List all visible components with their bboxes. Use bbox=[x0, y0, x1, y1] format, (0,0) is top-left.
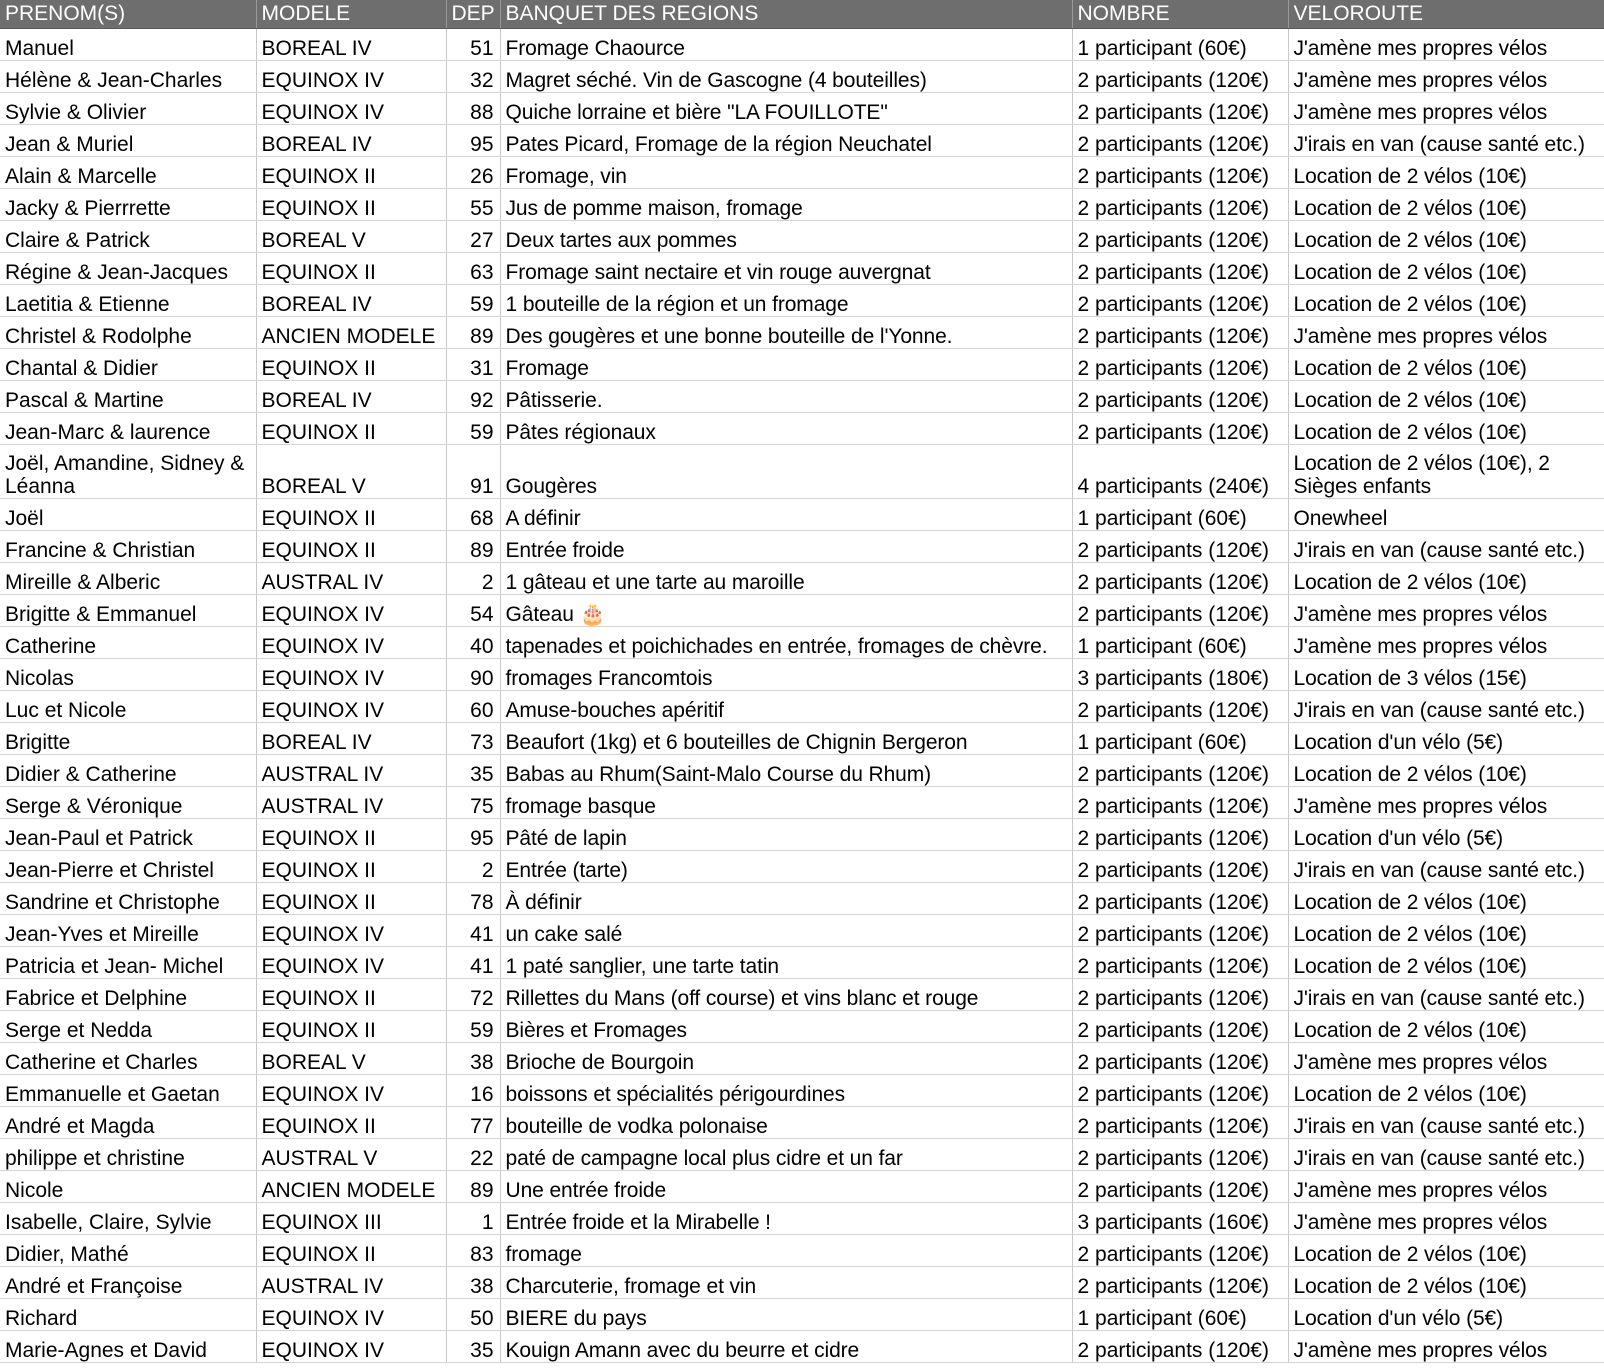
cell-prenoms[interactable]: Mireille & Alberic bbox=[0, 563, 256, 595]
cell-dep[interactable]: 90 bbox=[446, 659, 500, 691]
cell-nombre[interactable]: 2 participants (120€) bbox=[1072, 915, 1288, 947]
table-row bbox=[0, 819, 1604, 851]
cell-nombre[interactable]: 2 participants (120€) bbox=[1072, 253, 1288, 285]
cell-prenoms[interactable]: Hélène & Jean-Charles bbox=[0, 61, 256, 93]
cell-banquet[interactable]: Rillettes du Mans (off course) et vins blanc et rouge bbox=[500, 979, 1072, 1011]
cell-dep[interactable]: 40 bbox=[446, 627, 500, 659]
header-veloroute[interactable]: VELOROUTE bbox=[1288, 0, 1604, 29]
cell-nombre[interactable]: 1 participant (60€) bbox=[1072, 499, 1288, 531]
cell-nombre[interactable]: 2 participants (120€) bbox=[1072, 1331, 1288, 1363]
cell-dep[interactable]: 75 bbox=[446, 787, 500, 819]
cell-modele[interactable]: BOREAL IV bbox=[256, 723, 446, 755]
cell-nombre[interactable]: 1 participant (60€) bbox=[1072, 29, 1288, 61]
cell-dep[interactable]: 35 bbox=[446, 1331, 500, 1363]
cell-modele[interactable]: BOREAL IV bbox=[256, 125, 446, 157]
cell-banquet[interactable]: Deux tartes aux pommes bbox=[500, 221, 1072, 253]
cell-veloroute[interactable]: J'amène mes propres vélos bbox=[1288, 93, 1604, 125]
cell-nombre[interactable]: 4 participants (240€) bbox=[1072, 445, 1288, 499]
cell-veloroute[interactable]: J'irais en van (cause santé etc.) bbox=[1288, 1139, 1604, 1171]
cell-veloroute[interactable]: J'amène mes propres vélos bbox=[1288, 595, 1604, 627]
table-row bbox=[0, 755, 1604, 787]
cell-nombre[interactable]: 2 participants (120€) bbox=[1072, 285, 1288, 317]
table-row bbox=[0, 413, 1604, 445]
cell-veloroute[interactable]: Location de 2 vélos (10€) bbox=[1288, 883, 1604, 915]
cell-modele[interactable]: EQUINOX IV bbox=[256, 595, 446, 627]
table-row bbox=[0, 595, 1604, 627]
cell-nombre[interactable]: 2 participants (120€) bbox=[1072, 1235, 1288, 1267]
cell-banquet[interactable]: fromages Francomtois bbox=[500, 659, 1072, 691]
cell-veloroute[interactable]: Location de 2 vélos (10€) bbox=[1288, 755, 1604, 787]
cell-banquet[interactable]: Quiche lorraine et bière "LA FOUILLOTE" bbox=[500, 93, 1072, 125]
table-row bbox=[0, 61, 1604, 93]
cell-dep[interactable]: 41 bbox=[446, 915, 500, 947]
cell-prenoms[interactable]: Nicole bbox=[0, 1171, 256, 1203]
table-row bbox=[0, 285, 1604, 317]
cell-dep[interactable]: 60 bbox=[446, 691, 500, 723]
cell-veloroute[interactable]: Location de 2 vélos (10€) bbox=[1288, 157, 1604, 189]
cell-banquet[interactable]: Fromage, vin bbox=[500, 157, 1072, 189]
cell-nombre[interactable]: 1 participant (60€) bbox=[1072, 723, 1288, 755]
table-row bbox=[0, 1267, 1604, 1299]
cell-dep[interactable]: 38 bbox=[446, 1267, 500, 1299]
cell-banquet[interactable]: fromage bbox=[500, 1235, 1072, 1267]
cell-dep[interactable]: 51 bbox=[446, 29, 500, 61]
cell-modele[interactable]: EQUINOX IV bbox=[256, 659, 446, 691]
cell-banquet[interactable]: Fromage bbox=[500, 349, 1072, 381]
cell-prenoms[interactable]: Claire & Patrick bbox=[0, 221, 256, 253]
cell-nombre[interactable]: 2 participants (120€) bbox=[1072, 1011, 1288, 1043]
cell-veloroute[interactable]: J'amène mes propres vélos bbox=[1288, 1331, 1604, 1363]
cell-prenoms[interactable]: Joël, Amandine, Sidney & Léanna bbox=[0, 445, 256, 499]
cell-dep[interactable]: 59 bbox=[446, 285, 500, 317]
table-row bbox=[0, 253, 1604, 285]
cell-veloroute[interactable]: J'irais en van (cause santé etc.) bbox=[1288, 979, 1604, 1011]
cell-dep[interactable]: 83 bbox=[446, 1235, 500, 1267]
table-row bbox=[0, 627, 1604, 659]
table-row bbox=[0, 531, 1604, 563]
cell-banquet[interactable]: Jus de pomme maison, fromage bbox=[500, 189, 1072, 221]
cell-dep[interactable]: 78 bbox=[446, 883, 500, 915]
header-row bbox=[0, 0, 1604, 29]
cell-modele[interactable]: EQUINOX IV bbox=[256, 627, 446, 659]
cell-prenoms[interactable]: Laetitia & Etienne bbox=[0, 285, 256, 317]
cell-dep[interactable]: 59 bbox=[446, 413, 500, 445]
cell-banquet[interactable]: Magret séché. Vin de Gascogne (4 bouteilles) bbox=[500, 61, 1072, 93]
table-row bbox=[0, 1235, 1604, 1267]
cell-banquet[interactable]: 1 bouteille de la région et un fromage bbox=[500, 285, 1072, 317]
table-row bbox=[0, 1107, 1604, 1139]
cell-modele[interactable]: EQUINOX II bbox=[256, 189, 446, 221]
cell-veloroute[interactable]: J'amène mes propres vélos bbox=[1288, 29, 1604, 61]
cell-veloroute[interactable]: Location de 2 vélos (10€), 2 Sièges enfants bbox=[1288, 445, 1604, 499]
cell-dep[interactable]: 77 bbox=[446, 1107, 500, 1139]
cell-nombre[interactable]: 2 participants (120€) bbox=[1072, 381, 1288, 413]
cell-prenoms[interactable]: Sylvie & Olivier bbox=[0, 93, 256, 125]
cell-modele[interactable]: ANCIEN MODELE bbox=[256, 1171, 446, 1203]
table-body bbox=[0, 29, 1604, 1363]
cell-dep[interactable]: 72 bbox=[446, 979, 500, 1011]
cell-modele[interactable]: BOREAL V bbox=[256, 1043, 446, 1075]
cell-banquet[interactable]: Gâteau 🎂 bbox=[500, 595, 1072, 627]
cell-dep[interactable]: 55 bbox=[446, 189, 500, 221]
table-row bbox=[0, 221, 1604, 253]
cell-dep[interactable]: 31 bbox=[446, 349, 500, 381]
cell-veloroute[interactable]: J'irais en van (cause santé etc.) bbox=[1288, 1107, 1604, 1139]
cell-dep[interactable]: 32 bbox=[446, 61, 500, 93]
cell-banquet[interactable]: bouteille de vodka polonaise bbox=[500, 1107, 1072, 1139]
cell-nombre[interactable]: 2 participants (120€) bbox=[1072, 1107, 1288, 1139]
cell-nombre[interactable]: 2 participants (120€) bbox=[1072, 883, 1288, 915]
cell-banquet[interactable]: Gougères bbox=[500, 445, 1072, 499]
cell-prenoms[interactable]: Nicolas bbox=[0, 659, 256, 691]
cell-banquet[interactable]: Pâté de lapin bbox=[500, 819, 1072, 851]
header-dep[interactable]: DEP bbox=[446, 0, 500, 29]
cell-nombre[interactable]: 2 participants (120€) bbox=[1072, 93, 1288, 125]
cell-modele[interactable]: BOREAL IV bbox=[256, 381, 446, 413]
cell-modele[interactable]: BOREAL IV bbox=[256, 285, 446, 317]
cell-dep[interactable]: 89 bbox=[446, 317, 500, 349]
cell-veloroute[interactable]: J'irais en van (cause santé etc.) bbox=[1288, 125, 1604, 157]
cell-banquet[interactable]: tapenades et poichichades en entrée, fromages de chèvre. bbox=[500, 627, 1072, 659]
cell-veloroute[interactable]: J'amène mes propres vélos bbox=[1288, 61, 1604, 93]
cell-dep[interactable]: 59 bbox=[446, 1011, 500, 1043]
cell-nombre[interactable]: 2 participants (120€) bbox=[1072, 563, 1288, 595]
cell-prenoms[interactable]: André et Magda bbox=[0, 1107, 256, 1139]
cell-prenoms[interactable]: Régine & Jean-Jacques bbox=[0, 253, 256, 285]
cell-nombre[interactable]: 2 participants (120€) bbox=[1072, 1075, 1288, 1107]
cell-prenoms[interactable]: Christel & Rodolphe bbox=[0, 317, 256, 349]
cell-prenoms[interactable]: Isabelle, Claire, Sylvie bbox=[0, 1203, 256, 1235]
cell-modele[interactable]: EQUINOX IV bbox=[256, 93, 446, 125]
table-row bbox=[0, 723, 1604, 755]
cell-banquet[interactable]: paté de campagne local plus cidre et un far bbox=[500, 1139, 1072, 1171]
cell-prenoms[interactable]: Richard bbox=[0, 1299, 256, 1331]
cell-banquet[interactable]: boissons et spécialités périgourdines bbox=[500, 1075, 1072, 1107]
cell-dep[interactable]: 41 bbox=[446, 947, 500, 979]
cell-modele[interactable]: AUSTRAL V bbox=[256, 1139, 446, 1171]
cell-modele[interactable]: EQUINOX II bbox=[256, 1235, 446, 1267]
cell-nombre[interactable]: 2 participants (120€) bbox=[1072, 787, 1288, 819]
cell-modele[interactable]: EQUINOX II bbox=[256, 819, 446, 851]
cell-prenoms[interactable]: Manuel bbox=[0, 29, 256, 61]
table-row bbox=[0, 349, 1604, 381]
cell-prenoms[interactable]: Fabrice et Delphine bbox=[0, 979, 256, 1011]
cell-banquet[interactable]: Entrée (tarte) bbox=[500, 851, 1072, 883]
cell-nombre[interactable]: 2 participants (120€) bbox=[1072, 691, 1288, 723]
cell-nombre[interactable]: 2 participants (120€) bbox=[1072, 531, 1288, 563]
cell-prenoms[interactable]: Didier, Mathé bbox=[0, 1235, 256, 1267]
cell-prenoms[interactable]: Didier & Catherine bbox=[0, 755, 256, 787]
cell-prenoms[interactable]: Catherine bbox=[0, 627, 256, 659]
cell-modele[interactable]: BOREAL IV bbox=[256, 29, 446, 61]
cell-modele[interactable]: EQUINOX II bbox=[256, 413, 446, 445]
cell-veloroute[interactable]: J'amène mes propres vélos bbox=[1288, 1171, 1604, 1203]
cell-dep[interactable]: 95 bbox=[446, 125, 500, 157]
cell-veloroute[interactable]: J'irais en van (cause santé etc.) bbox=[1288, 531, 1604, 563]
cell-banquet[interactable]: À définir bbox=[500, 883, 1072, 915]
cell-prenoms[interactable]: Luc et Nicole bbox=[0, 691, 256, 723]
cell-modele[interactable]: EQUINOX II bbox=[256, 1107, 446, 1139]
cell-nombre[interactable]: 2 participants (120€) bbox=[1072, 1171, 1288, 1203]
cell-prenoms[interactable]: philippe et christine bbox=[0, 1139, 256, 1171]
cell-modele[interactable]: EQUINOX II bbox=[256, 253, 446, 285]
table-header bbox=[0, 0, 1604, 29]
cell-veloroute[interactable]: Location de 2 vélos (10€) bbox=[1288, 1267, 1604, 1299]
cell-nombre[interactable]: 2 participants (120€) bbox=[1072, 413, 1288, 445]
table-row bbox=[0, 1139, 1604, 1171]
cell-nombre[interactable]: 2 participants (120€) bbox=[1072, 221, 1288, 253]
cell-veloroute[interactable]: Onewheel bbox=[1288, 499, 1604, 531]
cell-prenoms[interactable]: Jacky & Pierrrette bbox=[0, 189, 256, 221]
cell-prenoms[interactable]: Pascal & Martine bbox=[0, 381, 256, 413]
cell-dep[interactable]: 73 bbox=[446, 723, 500, 755]
cell-veloroute[interactable]: Location d'un vélo (5€) bbox=[1288, 1299, 1604, 1331]
cell-banquet[interactable]: Entrée froide bbox=[500, 531, 1072, 563]
cell-modele[interactable]: EQUINOX II bbox=[256, 531, 446, 563]
cell-modele[interactable]: AUSTRAL IV bbox=[256, 1267, 446, 1299]
cell-nombre[interactable]: 2 participants (120€) bbox=[1072, 595, 1288, 627]
cell-modele[interactable]: AUSTRAL IV bbox=[256, 563, 446, 595]
cell-nombre[interactable]: 2 participants (120€) bbox=[1072, 1043, 1288, 1075]
cell-dep[interactable]: 27 bbox=[446, 221, 500, 253]
table-row bbox=[0, 851, 1604, 883]
cell-modele[interactable]: BOREAL V bbox=[256, 445, 446, 499]
cell-banquet[interactable]: Brioche de Bourgoin bbox=[500, 1043, 1072, 1075]
cell-dep[interactable]: 92 bbox=[446, 381, 500, 413]
cell-modele[interactable]: EQUINOX II bbox=[256, 157, 446, 189]
cell-veloroute[interactable]: Location de 2 vélos (10€) bbox=[1288, 253, 1604, 285]
cell-prenoms[interactable]: Brigitte bbox=[0, 723, 256, 755]
cell-prenoms[interactable]: Jean & Muriel bbox=[0, 125, 256, 157]
cell-prenoms[interactable]: Serge et Nedda bbox=[0, 1011, 256, 1043]
cell-veloroute[interactable]: Location de 2 vélos (10€) bbox=[1288, 1075, 1604, 1107]
cell-modele[interactable]: EQUINOX II bbox=[256, 979, 446, 1011]
cell-nombre[interactable]: 2 participants (120€) bbox=[1072, 157, 1288, 189]
cell-prenoms[interactable]: Jean-Yves et Mireille bbox=[0, 915, 256, 947]
cell-veloroute[interactable]: J'irais en van (cause santé etc.) bbox=[1288, 851, 1604, 883]
cell-dep[interactable]: 2 bbox=[446, 851, 500, 883]
cell-nombre[interactable]: 2 participants (120€) bbox=[1072, 61, 1288, 93]
cell-banquet[interactable]: Pates Picard, Fromage de la région Neuchatel bbox=[500, 125, 1072, 157]
cell-dep[interactable]: 95 bbox=[446, 819, 500, 851]
table-row bbox=[0, 1331, 1604, 1363]
cell-dep[interactable]: 38 bbox=[446, 1043, 500, 1075]
cell-prenoms[interactable]: Francine & Christian bbox=[0, 531, 256, 563]
cell-banquet[interactable]: Pâtisserie. bbox=[500, 381, 1072, 413]
table-row bbox=[0, 883, 1604, 915]
cell-prenoms[interactable]: Brigitte & Emmanuel bbox=[0, 595, 256, 627]
cell-nombre[interactable]: 3 participants (180€) bbox=[1072, 659, 1288, 691]
cell-nombre[interactable]: 2 participants (120€) bbox=[1072, 755, 1288, 787]
cell-modele[interactable]: AUSTRAL IV bbox=[256, 787, 446, 819]
cell-veloroute[interactable]: J'irais en van (cause santé etc.) bbox=[1288, 691, 1604, 723]
cell-banquet[interactable]: Fromage Chaource bbox=[500, 29, 1072, 61]
cell-nombre[interactable]: 2 participants (120€) bbox=[1072, 819, 1288, 851]
cell-banquet[interactable]: Une entrée froide bbox=[500, 1171, 1072, 1203]
cell-dep[interactable]: 16 bbox=[446, 1075, 500, 1107]
table-row bbox=[0, 1203, 1604, 1235]
cell-banquet[interactable]: Kouign Amann avec du beurre et cidre bbox=[500, 1331, 1072, 1363]
table-row bbox=[0, 1171, 1604, 1203]
cell-prenoms[interactable]: Patricia et Jean- Michel bbox=[0, 947, 256, 979]
cell-banquet[interactable]: A définir bbox=[500, 499, 1072, 531]
cell-prenoms[interactable]: Chantal & Didier bbox=[0, 349, 256, 381]
cell-dep[interactable]: 50 bbox=[446, 1299, 500, 1331]
cell-veloroute[interactable]: Location de 2 vélos (10€) bbox=[1288, 915, 1604, 947]
cell-prenoms[interactable]: Jean-Pierre et Christel bbox=[0, 851, 256, 883]
table-row bbox=[0, 381, 1604, 413]
cell-dep[interactable]: 22 bbox=[446, 1139, 500, 1171]
cell-banquet[interactable]: BIERE du pays bbox=[500, 1299, 1072, 1331]
cell-modele[interactable]: EQUINOX III bbox=[256, 1203, 446, 1235]
cell-banquet[interactable]: Beaufort (1kg) et 6 bouteilles de Chignin Bergeron bbox=[500, 723, 1072, 755]
cell-veloroute[interactable]: Location d'un vélo (5€) bbox=[1288, 723, 1604, 755]
cell-banquet[interactable]: fromage basque bbox=[500, 787, 1072, 819]
table-row bbox=[0, 979, 1604, 1011]
cell-banquet[interactable]: Des gougères et une bonne bouteille de l'Yonne. bbox=[500, 317, 1072, 349]
cell-prenoms[interactable]: Emmanuelle et Gaetan bbox=[0, 1075, 256, 1107]
cell-prenoms[interactable]: Joël bbox=[0, 499, 256, 531]
cell-modele[interactable]: ANCIEN MODELE bbox=[256, 317, 446, 349]
cell-veloroute[interactable]: Location de 2 vélos (10€) bbox=[1288, 947, 1604, 979]
cell-dep[interactable]: 89 bbox=[446, 1171, 500, 1203]
cell-veloroute[interactable]: Location de 3 vélos (15€) bbox=[1288, 659, 1604, 691]
cell-modele[interactable]: EQUINOX IV bbox=[256, 1299, 446, 1331]
cell-dep[interactable]: 2 bbox=[446, 563, 500, 595]
cell-banquet[interactable]: Charcuterie, fromage et vin bbox=[500, 1267, 1072, 1299]
table-row bbox=[0, 947, 1604, 979]
cell-prenoms[interactable]: Catherine et Charles bbox=[0, 1043, 256, 1075]
table-row bbox=[0, 915, 1604, 947]
cell-banquet[interactable]: Entrée froide et la Mirabelle ! bbox=[500, 1203, 1072, 1235]
header-modele[interactable]: MODELE bbox=[256, 0, 446, 29]
cell-veloroute[interactable]: Location d'un vélo (5€) bbox=[1288, 819, 1604, 851]
cell-nombre[interactable]: 2 participants (120€) bbox=[1072, 979, 1288, 1011]
cell-modele[interactable]: EQUINOX IV bbox=[256, 61, 446, 93]
cell-dep[interactable]: 68 bbox=[446, 499, 500, 531]
cell-prenoms[interactable]: Marie-Agnes et David bbox=[0, 1331, 256, 1363]
header-prenoms[interactable]: PRENOM(S) bbox=[0, 0, 256, 29]
cell-veloroute[interactable]: Location de 2 vélos (10€) bbox=[1288, 349, 1604, 381]
cell-veloroute[interactable]: Location de 2 vélos (10€) bbox=[1288, 413, 1604, 445]
cell-prenoms[interactable]: Serge & Véronique bbox=[0, 787, 256, 819]
cell-banquet[interactable]: 1 gâteau et une tarte au maroille bbox=[500, 563, 1072, 595]
table-row bbox=[0, 659, 1604, 691]
cell-modele[interactable]: EQUINOX IV bbox=[256, 1075, 446, 1107]
table-row bbox=[0, 157, 1604, 189]
cell-modele[interactable]: EQUINOX II bbox=[256, 499, 446, 531]
cell-prenoms[interactable]: Jean-Paul et Patrick bbox=[0, 819, 256, 851]
cell-modele[interactable]: EQUINOX II bbox=[256, 1011, 446, 1043]
cell-veloroute[interactable]: J'amène mes propres vélos bbox=[1288, 317, 1604, 349]
table-row bbox=[0, 125, 1604, 157]
header-nombre[interactable]: NOMBRE bbox=[1072, 0, 1288, 29]
cell-veloroute[interactable]: J'amène mes propres vélos bbox=[1288, 627, 1604, 659]
cell-banquet[interactable]: Bières et Fromages bbox=[500, 1011, 1072, 1043]
cell-dep[interactable]: 63 bbox=[446, 253, 500, 285]
cell-nombre[interactable]: 2 participants (120€) bbox=[1072, 851, 1288, 883]
table-row bbox=[0, 787, 1604, 819]
cell-veloroute[interactable]: Location de 2 vélos (10€) bbox=[1288, 563, 1604, 595]
cell-veloroute[interactable]: J'amène mes propres vélos bbox=[1288, 787, 1604, 819]
cell-modele[interactable]: EQUINOX IV bbox=[256, 915, 446, 947]
cell-modele[interactable]: EQUINOX II bbox=[256, 883, 446, 915]
cell-prenoms[interactable]: Jean-Marc & laurence bbox=[0, 413, 256, 445]
cell-nombre[interactable]: 2 participants (120€) bbox=[1072, 125, 1288, 157]
cell-banquet[interactable]: un cake salé bbox=[500, 915, 1072, 947]
cell-veloroute[interactable]: Location de 2 vélos (10€) bbox=[1288, 285, 1604, 317]
cell-veloroute[interactable]: Location de 2 vélos (10€) bbox=[1288, 381, 1604, 413]
cell-nombre[interactable]: 1 participant (60€) bbox=[1072, 627, 1288, 659]
cell-modele[interactable]: EQUINOX II bbox=[256, 851, 446, 883]
cell-modele[interactable]: EQUINOX IV bbox=[256, 947, 446, 979]
table-row bbox=[0, 691, 1604, 723]
cell-nombre[interactable]: 2 participants (120€) bbox=[1072, 317, 1288, 349]
cell-veloroute[interactable]: Location de 2 vélos (10€) bbox=[1288, 189, 1604, 221]
table-row bbox=[0, 189, 1604, 221]
cell-nombre[interactable]: 2 participants (120€) bbox=[1072, 947, 1288, 979]
cell-veloroute[interactable]: J'amène mes propres vélos bbox=[1288, 1043, 1604, 1075]
cell-prenoms[interactable]: André et Françoise bbox=[0, 1267, 256, 1299]
header-banquet[interactable]: BANQUET DES REGIONS bbox=[500, 0, 1072, 29]
table-row bbox=[0, 1011, 1604, 1043]
table-row bbox=[0, 1075, 1604, 1107]
table-row bbox=[0, 445, 1604, 499]
cell-veloroute[interactable]: Location de 2 vélos (10€) bbox=[1288, 221, 1604, 253]
cell-banquet[interactable]: Babas au Rhum(Saint-Malo Course du Rhum) bbox=[500, 755, 1072, 787]
table-row bbox=[0, 317, 1604, 349]
table-row bbox=[0, 563, 1604, 595]
cell-dep[interactable]: 88 bbox=[446, 93, 500, 125]
cell-dep[interactable]: 89 bbox=[446, 531, 500, 563]
cell-modele[interactable]: EQUINOX IV bbox=[256, 1331, 446, 1363]
cell-prenoms[interactable]: Alain & Marcelle bbox=[0, 157, 256, 189]
table-row bbox=[0, 1299, 1604, 1331]
table-row bbox=[0, 29, 1604, 61]
cell-banquet[interactable]: Pâtes régionaux bbox=[500, 413, 1072, 445]
cell-modele[interactable]: EQUINOX II bbox=[256, 349, 446, 381]
cell-nombre[interactable]: 2 participants (120€) bbox=[1072, 349, 1288, 381]
table-row bbox=[0, 1043, 1604, 1075]
cell-banquet[interactable]: Amuse-bouches apéritif bbox=[500, 691, 1072, 723]
cell-nombre[interactable]: 1 participant (60€) bbox=[1072, 1299, 1288, 1331]
cell-nombre[interactable]: 2 participants (120€) bbox=[1072, 1139, 1288, 1171]
cell-banquet[interactable]: Fromage saint nectaire et vin rouge auvergnat bbox=[500, 253, 1072, 285]
cell-dep[interactable]: 26 bbox=[446, 157, 500, 189]
table-row bbox=[0, 93, 1604, 125]
cell-nombre[interactable]: 2 participants (120€) bbox=[1072, 189, 1288, 221]
cell-banquet[interactable]: 1 paté sanglier, une tarte tatin bbox=[500, 947, 1072, 979]
cell-nombre[interactable]: 3 participants (160€) bbox=[1072, 1203, 1288, 1235]
cell-nombre[interactable]: 2 participants (120€) bbox=[1072, 1267, 1288, 1299]
cell-veloroute[interactable]: J'amène mes propres vélos bbox=[1288, 1203, 1604, 1235]
table-row bbox=[0, 499, 1604, 531]
cell-prenoms[interactable]: Sandrine et Christophe bbox=[0, 883, 256, 915]
cell-veloroute[interactable]: Location de 2 vélos (10€) bbox=[1288, 1235, 1604, 1267]
cell-modele[interactable]: EQUINOX IV bbox=[256, 691, 446, 723]
cell-dep[interactable]: 1 bbox=[446, 1203, 500, 1235]
cell-dep[interactable]: 54 bbox=[446, 595, 500, 627]
cell-modele[interactable]: BOREAL V bbox=[256, 221, 446, 253]
cell-modele[interactable]: AUSTRAL IV bbox=[256, 755, 446, 787]
cell-dep[interactable]: 91 bbox=[446, 445, 500, 499]
cell-dep[interactable]: 35 bbox=[446, 755, 500, 787]
cell-veloroute[interactable]: Location de 2 vélos (10€) bbox=[1288, 1011, 1604, 1043]
